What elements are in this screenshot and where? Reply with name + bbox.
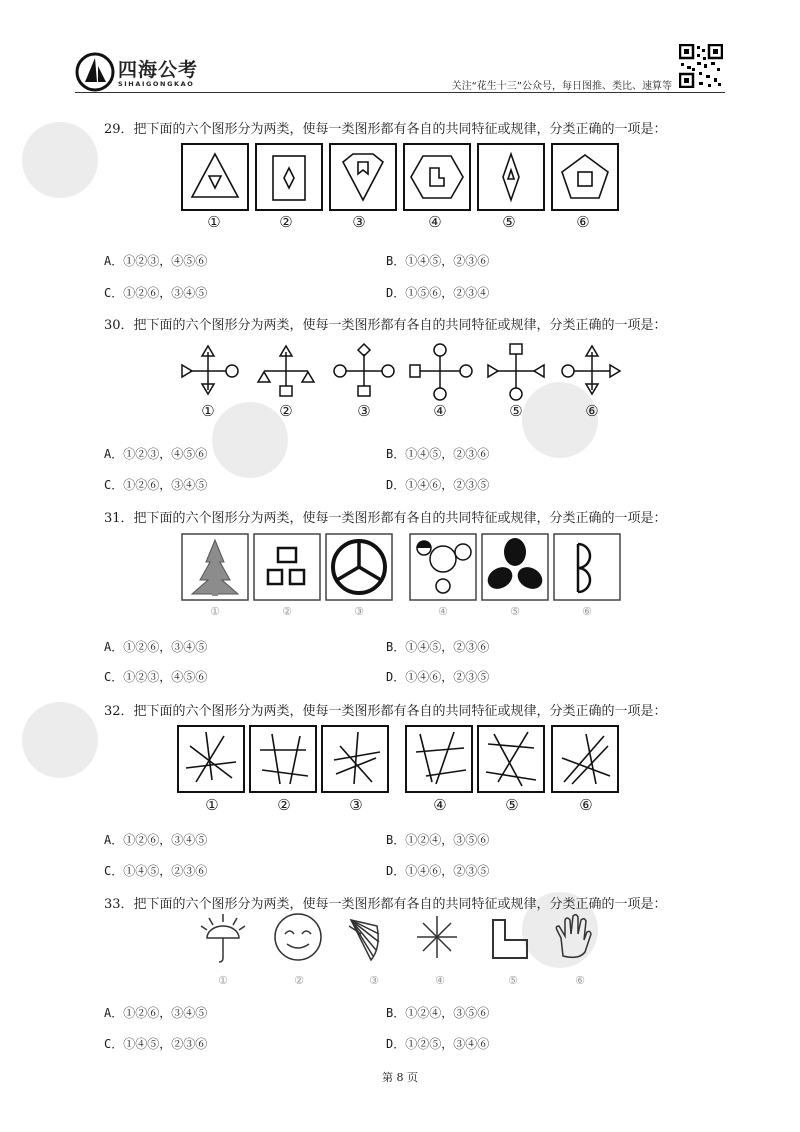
q30-option-a[interactable]: A．①②③，④⑤⑥ <box>104 447 208 461</box>
q29-figure-5 <box>478 144 544 210</box>
q29-option-d[interactable]: D．①⑤⑥，②③④ <box>386 286 490 300</box>
q33-figure-1 <box>201 914 245 962</box>
q31-label-1: ① <box>210 605 220 618</box>
q31-option-b[interactable]: B．①④⑤，②③⑥ <box>386 640 490 654</box>
q30-label-4: ④ <box>433 402 447 420</box>
question-30-title: 30．把下面的六个图形分为两类，使每一类图形都有各自的共同特征或规律，分类正确的一项是： <box>104 318 667 333</box>
q33-label-5: ⑤ <box>508 974 518 987</box>
question-29-title: 29．把下面的六个图形分为两类，使每一类图形都有各自的共同特征或规律，分类正确的一项是： <box>104 122 667 137</box>
q32-figure-6 <box>552 726 618 792</box>
q32-figure-4 <box>406 726 472 792</box>
q31-figure-5 <box>482 534 548 600</box>
q30-figure-4 <box>410 344 472 400</box>
q32-option-a[interactable]: A．①②⑥，③④⑤ <box>104 833 208 847</box>
q31-label-3: ③ <box>354 605 364 618</box>
q33-label-2: ② <box>294 974 304 987</box>
header-slogan: 关注“花生十三”公众号，每日图推、类比、速算等 <box>451 81 672 92</box>
q33-figure-3 <box>349 920 379 960</box>
q29-figure-2 <box>256 144 322 210</box>
q30-figure-6 <box>562 346 620 394</box>
question-33-figures <box>195 912 605 972</box>
q30-label-1: ① <box>201 402 215 420</box>
q31-label-5: ⑤ <box>510 605 520 618</box>
q30-option-c[interactable]: C．①②⑥，③④⑤ <box>104 478 208 492</box>
brand-subtitle: SIHAIGONGKAO <box>118 80 195 88</box>
q32-figure-2 <box>250 726 316 792</box>
q30-figure-5 <box>488 344 544 400</box>
question-32-figures <box>176 724 636 799</box>
q29-label-4: ④ <box>428 213 442 231</box>
q31-figure-6 <box>554 534 620 600</box>
q32-figure-3 <box>322 726 388 792</box>
q32-option-d[interactable]: D．①④⑥，②③⑤ <box>386 864 490 878</box>
q29-label-6: ⑥ <box>576 213 590 231</box>
q32-option-b[interactable]: B．①②④，③⑤⑥ <box>386 833 490 847</box>
q33-option-d[interactable]: D．①②⑤，③④⑥ <box>386 1037 490 1051</box>
q29-figure-6 <box>552 144 618 210</box>
q30-option-b[interactable]: B．①④⑤，②③⑥ <box>386 447 490 461</box>
q31-figure-1 <box>182 534 248 600</box>
q33-option-b[interactable]: B．①②④，③⑤⑥ <box>386 1006 490 1020</box>
q31-option-a[interactable]: A．①②⑥，③④⑤ <box>104 640 208 654</box>
page-number: 第 8 页 <box>382 1071 418 1084</box>
q33-option-a[interactable]: A．①②⑥，③④⑤ <box>104 1006 208 1020</box>
q29-label-2: ② <box>279 213 293 231</box>
brand-name: 四海公考 <box>118 59 199 81</box>
q33-figure-4 <box>417 916 457 958</box>
q32-label-5: ⑤ <box>505 796 519 814</box>
question-30-figures <box>178 342 618 402</box>
q32-label-3: ③ <box>349 796 363 814</box>
q31-label-4: ④ <box>438 605 448 618</box>
q32-label-1: ① <box>205 796 219 814</box>
q30-figure-2 <box>258 346 314 396</box>
q29-figure-4 <box>404 144 470 210</box>
q31-label-2: ② <box>282 605 292 618</box>
q31-option-d[interactable]: D．①④⑥，②③⑤ <box>386 670 490 684</box>
q29-option-a[interactable]: A．①②③，④⑤⑥ <box>104 254 208 268</box>
q33-figure-6 <box>556 915 591 958</box>
question-31-figures <box>180 532 630 607</box>
q31-figure-4 <box>410 534 476 600</box>
q29-figure-1 <box>182 144 248 210</box>
q30-label-6: ⑥ <box>585 402 599 420</box>
q30-figure-1 <box>182 346 238 394</box>
q32-option-c[interactable]: C．①④⑤，②③⑥ <box>104 864 208 878</box>
question-31-title: 31．把下面的六个图形分为两类，使每一类图形都有各自的共同特征或规律，分类正确的一项是： <box>104 511 667 526</box>
header-divider <box>75 92 725 93</box>
q31-figure-3 <box>326 534 392 600</box>
q30-label-2: ② <box>279 402 293 420</box>
q29-option-b[interactable]: B．①④⑤，②③⑥ <box>386 254 490 268</box>
q31-label-6: ⑥ <box>582 605 592 618</box>
question-32-title: 32．把下面的六个图形分为两类，使每一类图形都有各自的共同特征或规律，分类正确的一项是： <box>104 704 667 719</box>
q33-label-6: ⑥ <box>575 974 585 987</box>
q33-label-3: ③ <box>369 974 379 987</box>
q33-figure-2 <box>275 914 321 960</box>
q33-label-4: ④ <box>435 974 445 987</box>
q30-label-5: ⑤ <box>509 402 523 420</box>
q30-label-3: ③ <box>357 402 371 420</box>
q32-figure-1 <box>178 726 244 792</box>
q32-label-6: ⑥ <box>579 796 593 814</box>
qr-code-icon <box>679 44 723 88</box>
q31-figure-2 <box>254 534 320 600</box>
q29-label-5: ⑤ <box>502 213 516 231</box>
q33-label-1: ① <box>218 974 228 987</box>
q29-label-1: ① <box>207 213 221 231</box>
q29-figure-3 <box>330 144 396 210</box>
question-33-title: 33．把下面的六个图形分为两类，使每一类图形都有各自的共同特征或规律，分类正确的一项是： <box>104 897 667 912</box>
q32-label-4: ④ <box>433 796 447 814</box>
q29-label-3: ③ <box>352 213 366 231</box>
q33-option-c[interactable]: C．①④⑤，②③⑥ <box>104 1037 208 1051</box>
q30-option-d[interactable]: D．①④⑥，②③⑤ <box>386 478 490 492</box>
q31-option-c[interactable]: C．①②③，④⑤⑥ <box>104 670 208 684</box>
q32-label-2: ② <box>277 796 291 814</box>
q30-figure-3 <box>334 344 394 396</box>
q32-figure-5 <box>478 726 544 792</box>
q29-option-c[interactable]: C．①②⑥，③④⑤ <box>104 286 208 300</box>
q33-figure-5 <box>493 920 527 958</box>
